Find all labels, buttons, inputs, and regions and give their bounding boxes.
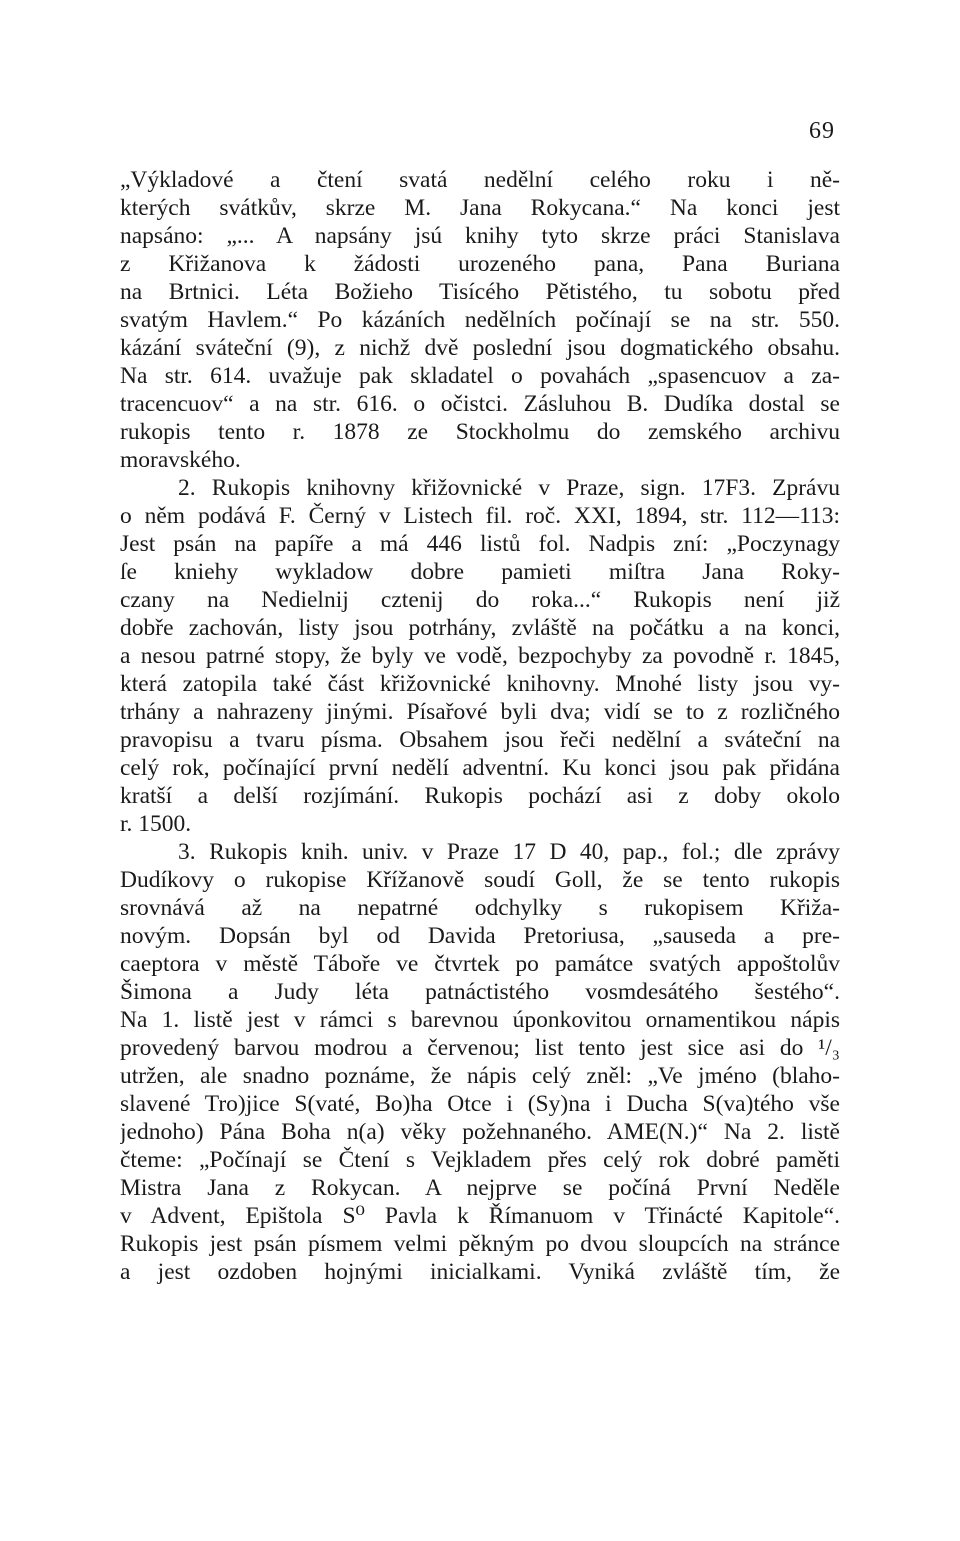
text-line: trhány a nahrazeny jinými. Písařové byli dva; vidí se to z rozličného: [120, 699, 840, 725]
text-line: svatým Havlem.“ Po kázáních nedělních počínají se na str. 550.: [120, 307, 840, 333]
text-line: celý rok, počínající první nedělí adventní. Ku konci jsou pak přidána: [120, 755, 840, 781]
text-line: r. 1500.: [120, 811, 192, 837]
text-line: novým. Dopsán byl od Davida Pretoriusa, „sauseda a pre-: [120, 923, 840, 949]
text-line: pravopisu a tvaru písma. Obsahem jsou řeči nedělní a sváteční na: [120, 727, 840, 753]
text-line: czany na Nedielnij cztenij do roka...“ Rukopis není již: [120, 587, 840, 613]
text-line: srovnává až na nepatrné odchylky s rukopisem Křiža-: [120, 895, 840, 921]
text-line: z Křižanova k žádosti urozeného pana, Pana Buriana: [120, 251, 840, 277]
text-line: o něm podává F. Černý v Listech fil. roč. XXI, 1894, str. 112—113:: [120, 503, 840, 529]
text-line: Na 1. listě jest v rámci s barevnou úponkovitou ornamentikou nápis: [120, 1007, 840, 1033]
text-line: a nesou patrné stopy, že byly ve vodě, bezpochyby za povodně r. 1845,: [120, 643, 840, 669]
text-line: a jest ozdoben hojnými inicialkami. Vyniká zvláště tím, že: [120, 1259, 840, 1285]
text-line: jednoho) Pána Boha n(a) věky požehnaného. AME(N.)“ Na 2. listě: [120, 1119, 840, 1145]
text-line: provedený barvou modrou a červenou; list tento jest sice asi do ¹/₃: [120, 1035, 840, 1061]
text-line: utržen, ale snadno poznáme, že nápis celý zněl: „Ve jméno (blaho-: [120, 1063, 840, 1089]
text-line: Dudíkovy o rukopise Křížanově soudí Goll, že se tento rukopis: [120, 867, 840, 893]
body-text: [120, 166, 840, 1286]
text-line: napsáno: „... A napsány jsú knihy tyto skrze práci Stanislava: [120, 223, 840, 249]
text-line: na Brtnici. Léta Božieho Tisícého Pětistého, tu sobotu před: [120, 279, 840, 305]
text-line: Na str. 614. uvažuje pak skladatel o povahách „spasencuov a za-: [120, 363, 840, 389]
text-line: která zatopila také část křižovnické knihovny. Mnohé listy jsou vy-: [120, 671, 840, 697]
text-line: kterých svátkův, skrze M. Jana Rokycana.“ Na konci jest: [120, 195, 840, 221]
text-line: Mistra Jana z Rokycan. A nejprve se počíná První Neděle: [120, 1175, 840, 1201]
text-line: slavené Tro)jice S(vaté, Bo)ha Otce i (Sy)na i Ducha S(va)tého vše: [120, 1091, 840, 1117]
text-line: kratší a delší rozjímání. Rukopis pochází asi z doby okolo: [120, 783, 840, 809]
text-line: moravského.: [120, 447, 241, 473]
page-number: 69: [809, 118, 835, 144]
text-line: kázání sváteční (9), z nichž dvě poslední jsou dogmatického obsahu.: [120, 335, 840, 361]
text-line: ſe kniehy wykladow dobre pamieti miſtra Jana Roky-: [120, 559, 840, 585]
text-line: 2. Rukopis knihovny křižovnické v Praze, sign. 17F3. Zprávu: [178, 475, 840, 501]
text-line: Šimona a Judy léta patnáctistého vosmdesátého šestého“.: [120, 979, 840, 1005]
text-line: Rukopis jest psán písmem velmi pěkným po dvou sloupcích na stránce: [120, 1231, 840, 1257]
text-line: v Advent, Epištola S⁰ Pavla k Římanuom v Třinácté Kapitole“.: [120, 1203, 840, 1229]
text-line: čteme: „Počínají se Čtení s Vejkladem přes celý rok dobré paměti: [120, 1147, 840, 1173]
text-line: caeptora v městě Táboře ve čtvrtek po památce svatých appoštolův: [120, 951, 840, 977]
text-line: tracencuov“ a na str. 616. o očistci. Zásluhou B. Dudíka dostal se: [120, 391, 840, 417]
text-line: Jest psán na papíře a má 446 listů fol. Nadpis zní: „Poczynagy: [120, 531, 840, 557]
text-line: „Výkladové a čtení svatá nedělní celého roku i ně-: [120, 167, 840, 193]
text-line: dobře zachován, listy jsou potrhány, zvláště na počátku a na konci,: [120, 615, 840, 641]
text-line: 3. Rukopis knih. univ. v Praze 17 D 40, pap., fol.; dle zprávy: [178, 839, 840, 865]
text-line: rukopis tento r. 1878 ze Stockholmu do zemského archivu: [120, 419, 840, 445]
